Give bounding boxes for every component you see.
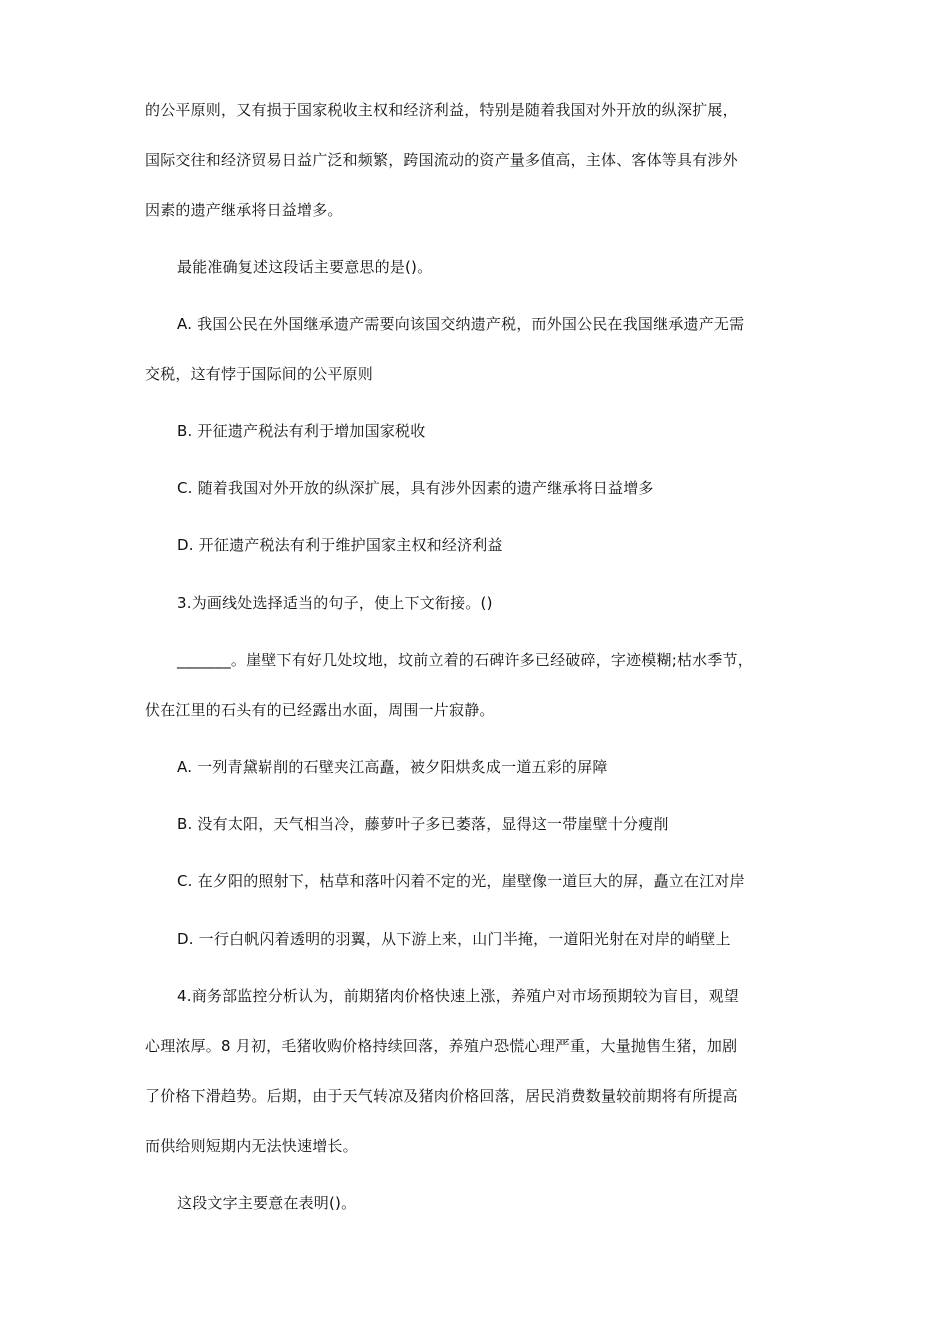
option-d: D. 开征遗产税法有利于维护国家主权和经济利益 (177, 536, 503, 554)
question-4-passage: 心理浓厚。8 月初，毛猪收购价格持续回落，养殖户恐慌心理严重，大量抛售生猪，加剧 (145, 1037, 738, 1055)
question-prompt: 最能准确复述这段话主要意思的是()。 (177, 258, 433, 276)
option-b: B. 开征遗产税法有利于增加国家税收 (177, 422, 426, 440)
option-c: C. 在夕阳的照射下，枯草和落叶闪着不定的光，崖壁像一道巨大的屏，矗立在江对岸 (177, 872, 745, 890)
question-3-passage-continued: 伏在江里的石头有的已经露出水面，周围一片寂静。 (145, 701, 495, 719)
question-4-passage: 了价格下滑趋势。后期，由于天气转凉及猪肉价格回落，居民消费数量较前期将有所提高 (145, 1087, 738, 1105)
option-b: B. 没有太阳，天气相当冷，藤萝叶子多已萎落，显得这一带崖壁十分瘦削 (177, 815, 669, 833)
option-d: D. 一行白帆闪着透明的羽翼，从下游上来，山门半掩，一道阳光射在对岸的峭壁上 (177, 930, 731, 948)
question-4-title: 4.商务部监控分析认为，前期猪肉价格快速上涨，养殖户对市场预期较为盲目，观望 (177, 987, 739, 1005)
question-3-passage: _______。崖壁下有好几处坟地，坟前立着的石碑许多已经破碎，字迹模糊;枯水季节， (177, 651, 753, 669)
option-a-continued: 交税，这有悖于国际间的公平原则 (145, 365, 374, 383)
option-a: A. 一列青黛崭削的石壁夹江高矗，被夕阳烘炙成一道五彩的屏障 (177, 758, 608, 776)
paragraph-line: 的公平原则，又有损于国家税收主权和经济利益，特别是随着我国对外开放的纵深扩展， (145, 101, 738, 119)
question-4-passage: 而供给则短期内无法快速增长。 (145, 1137, 358, 1155)
question-4-prompt: 这段文字主要意在表明()。 (177, 1194, 357, 1212)
paragraph-line: 因素的遗产继承将日益增多。 (145, 201, 343, 219)
paragraph-line: 国际交往和经济贸易日益广泛和频繁，跨国流动的资产量多值高，主体、客体等具有涉外 (145, 151, 738, 169)
question-3-title: 3.为画线处选择适当的句子，使上下文衔接。() (177, 594, 493, 612)
option-c: C. 随着我国对外开放的纵深扩展，具有涉外因素的遗产继承将日益增多 (177, 479, 654, 497)
option-a: A. 我国公民在外国继承遗产需要向该国交纳遗产税，而外国公民在我国继承遗产无需 (177, 315, 745, 333)
